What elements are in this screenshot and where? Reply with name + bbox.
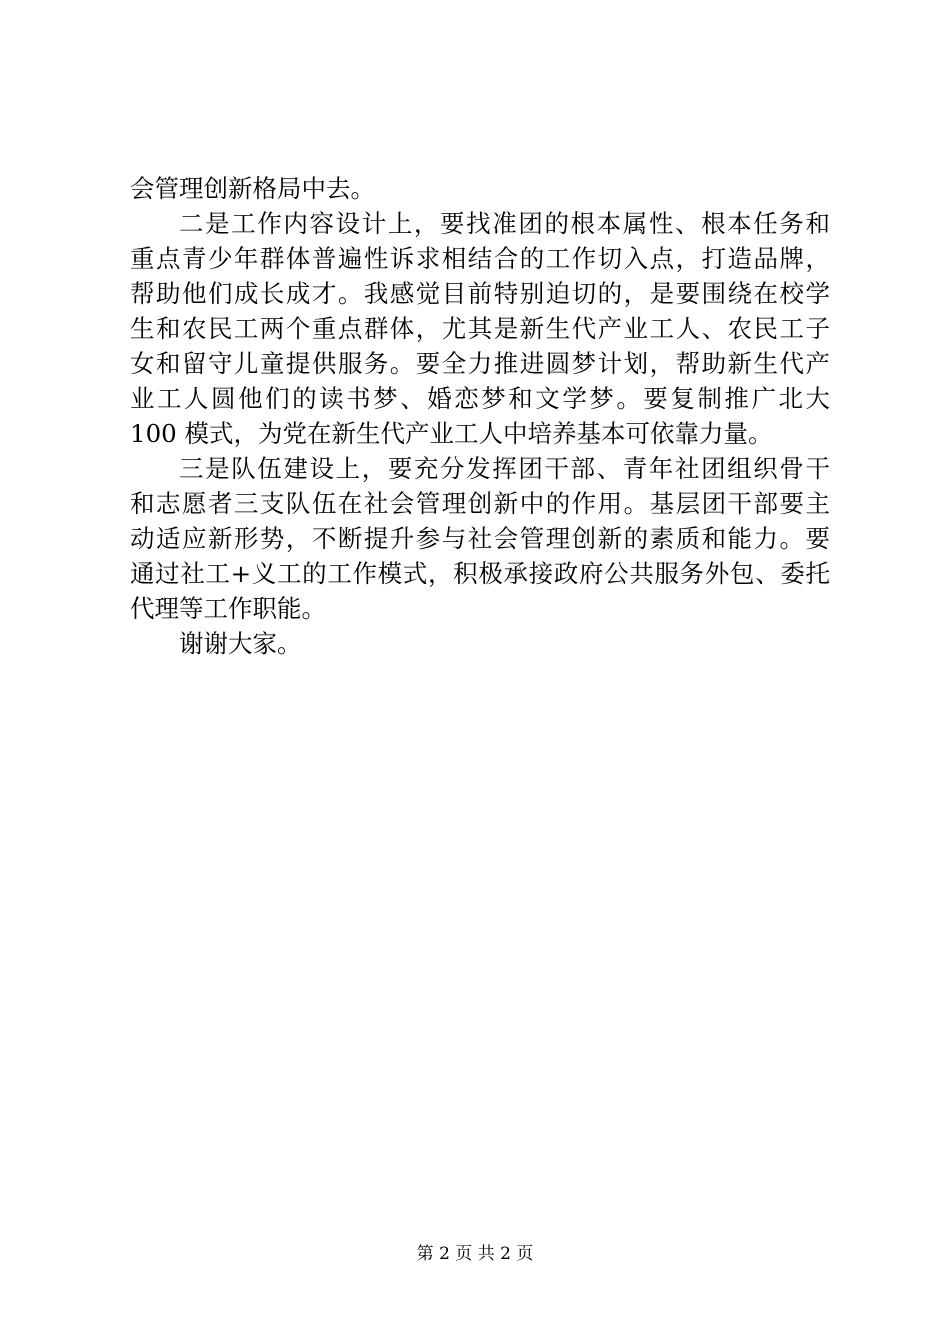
text-line: 通过社工+义工的工作模式，积极承接政府公共服务外包、委托: [130, 559, 830, 588]
text-line: 二是工作内容设计上，要找准团的根本属性、根本任务和: [179, 209, 830, 238]
text-line: 谢谢大家。: [179, 629, 302, 658]
text-line: 和志愿者三支队伍在社会管理创新中的作用。基层团干部要主: [130, 489, 830, 518]
text-line: 代理等工作职能。: [130, 594, 326, 623]
page-number-footer: 第 2 页 共 2 页: [416, 1244, 534, 1264]
text-line: 业工人圆他们的读书梦、婚恋梦和文学梦。要复制推广北大: [130, 384, 830, 413]
text-line: 生和农民工两个重点群体，尤其是新生代产业工人、农民工子: [130, 314, 830, 343]
text-line: 三是队伍建设上，要充分发挥团干部、青年社团组织骨干: [179, 454, 830, 483]
text-line: 100 模式，为党在新生代产业工人中培养基本可依靠力量。: [130, 419, 773, 448]
body-text: [130, 171, 830, 661]
text-line: 女和留守儿童提供服务。要全力推进圆梦计划，帮助新生代产: [130, 349, 830, 378]
text-line: 帮助他们成长成才。我感觉目前特别迫切的，是要围绕在校学: [130, 279, 830, 308]
text-line: 动适应新形势，不断提升参与社会管理创新的素质和能力。要: [130, 524, 830, 553]
text-line: 会管理创新格局中去。: [130, 174, 375, 203]
text-line: 重点青少年群体普遍性诉求相结合的工作切入点，打造品牌，: [130, 244, 830, 273]
